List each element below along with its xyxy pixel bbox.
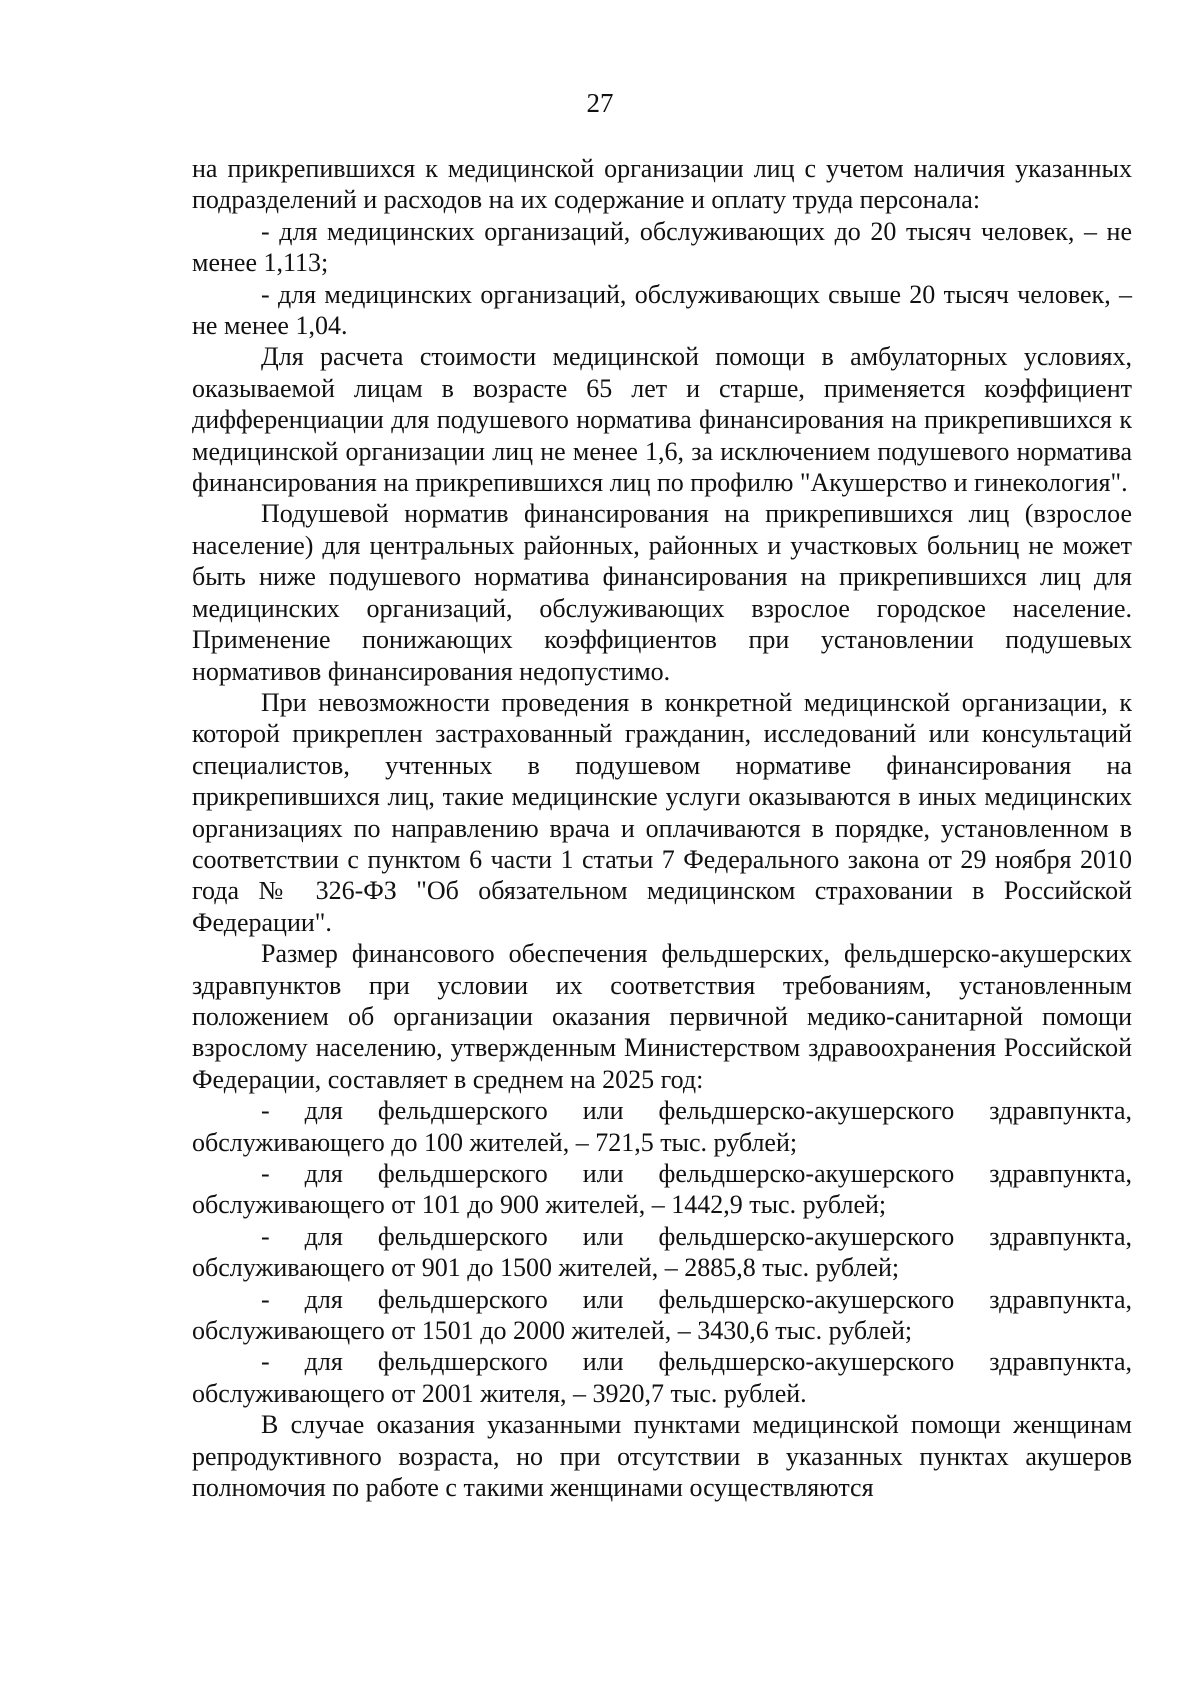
paragraph-continuation: на прикрепившихся к медицинской организации лиц с учетом наличия указанных подразделений и расходов на их содержание и оплату труда персонала: (192, 154, 1132, 215)
page-number: 27 (586, 88, 614, 118)
paragraph-reproductive-age: В случае оказания указанными пунктами медицинской помощи женщинам репродуктивного возраста, но при отсутствии в указанных пунктах акушеров полномочия по работе с такими женщинами осуществляются (192, 1410, 1132, 1503)
list-item-over-20k: - для медицинских организаций, обслуживающих свыше 20 тысяч человек, – не менее 1,04. (192, 279, 1132, 341)
list-item-up-to-20k: - для медицинских организаций, обслуживающих до 20 тысяч человек, – не менее 1,113; (192, 216, 1132, 278)
paragraph-per-capita-standard: Подушевой норматив финансирования на прикрепившихся лиц (взрослое население) для центральных районных, районных и участковых больниц не может быть ниже подушевого норматива финансирования на прикрепившихся лиц для медицинских организаций, обслуживающих взрослое городское население. Применение понижающих коэффициентов при установлении подушевых нормативов финансирования недопустимо. (192, 499, 1132, 686)
list-item-2001-plus: - для фельдшерского или фельдшерско-акушерского здравпункта, обслуживающего от 2001 жителя, – 3920,7 тыс. рублей. (192, 1347, 1132, 1408)
paragraph-feldsher-funding: Размер финансового обеспечения фельдшерских, фельдшерско-акушерских здравпунктов при условии их соответствия требованиям, установленным положением об организации оказания первичной медико-санитарной помощи взрослому населению, утвержденным Министерством здравоохранения Российской Федерации, составляет в среднем на 2025 год: (192, 939, 1132, 1094)
paragraph-other-organizations: При невозможности проведения в конкретной медицинской организации, к которой прикреплен застрахованный гражданин, исследований или консультаций специалистов, учтенных в подушевом нормативе финансирования на прикрепившихся лиц, такие медицинские услуги оказываются в иных медицинских организациях по направлению врача и оплачиваются в порядке, установленном в соответствии с пунктом 6 части 1 статьи 7 Федерального закона от 29 ноября 2010 года № 326-ФЗ "Об обязательном медицинском страховании в Российской Федерации". (192, 687, 1132, 937)
list-item-101-900: - для фельдшерского или фельдшерско-акушерского здравпункта, обслуживающего от 101 до 900 жителей, – 1442,9 тыс. рублей; (192, 1159, 1132, 1220)
document-body (192, 153, 1132, 1503)
list-item-1501-2000: - для фельдшерского или фельдшерско-акушерского здравпункта, обслуживающего от 1501 до 2000 жителей, – 3430,6 тыс. рублей; (192, 1284, 1132, 1346)
paragraph-65-plus-coefficient: Для расчета стоимости медицинской помощи в амбулаторных условиях, оказываемой лицам в возрасте 65 лет и старше, применяется коэффициент дифференциации для подушевого норматива финансирования на прикрепившихся к медицинской организации лиц не менее 1,6, за исключением подушевого норматива финансирования на прикрепившихся лиц по профилю "Акушерство и гинекология". (192, 342, 1132, 498)
list-item-up-to-100: - для фельдшерского или фельдшерско-акушерского здравпункта, обслуживающего до 100 жителей, – 721,5 тыс. рублей; (192, 1096, 1132, 1157)
list-item-901-1500: - для фельдшерского или фельдшерско-акушерского здравпункта, обслуживающего от 901 до 1500 жителей, – 2885,8 тыс. рублей; (192, 1221, 1132, 1283)
